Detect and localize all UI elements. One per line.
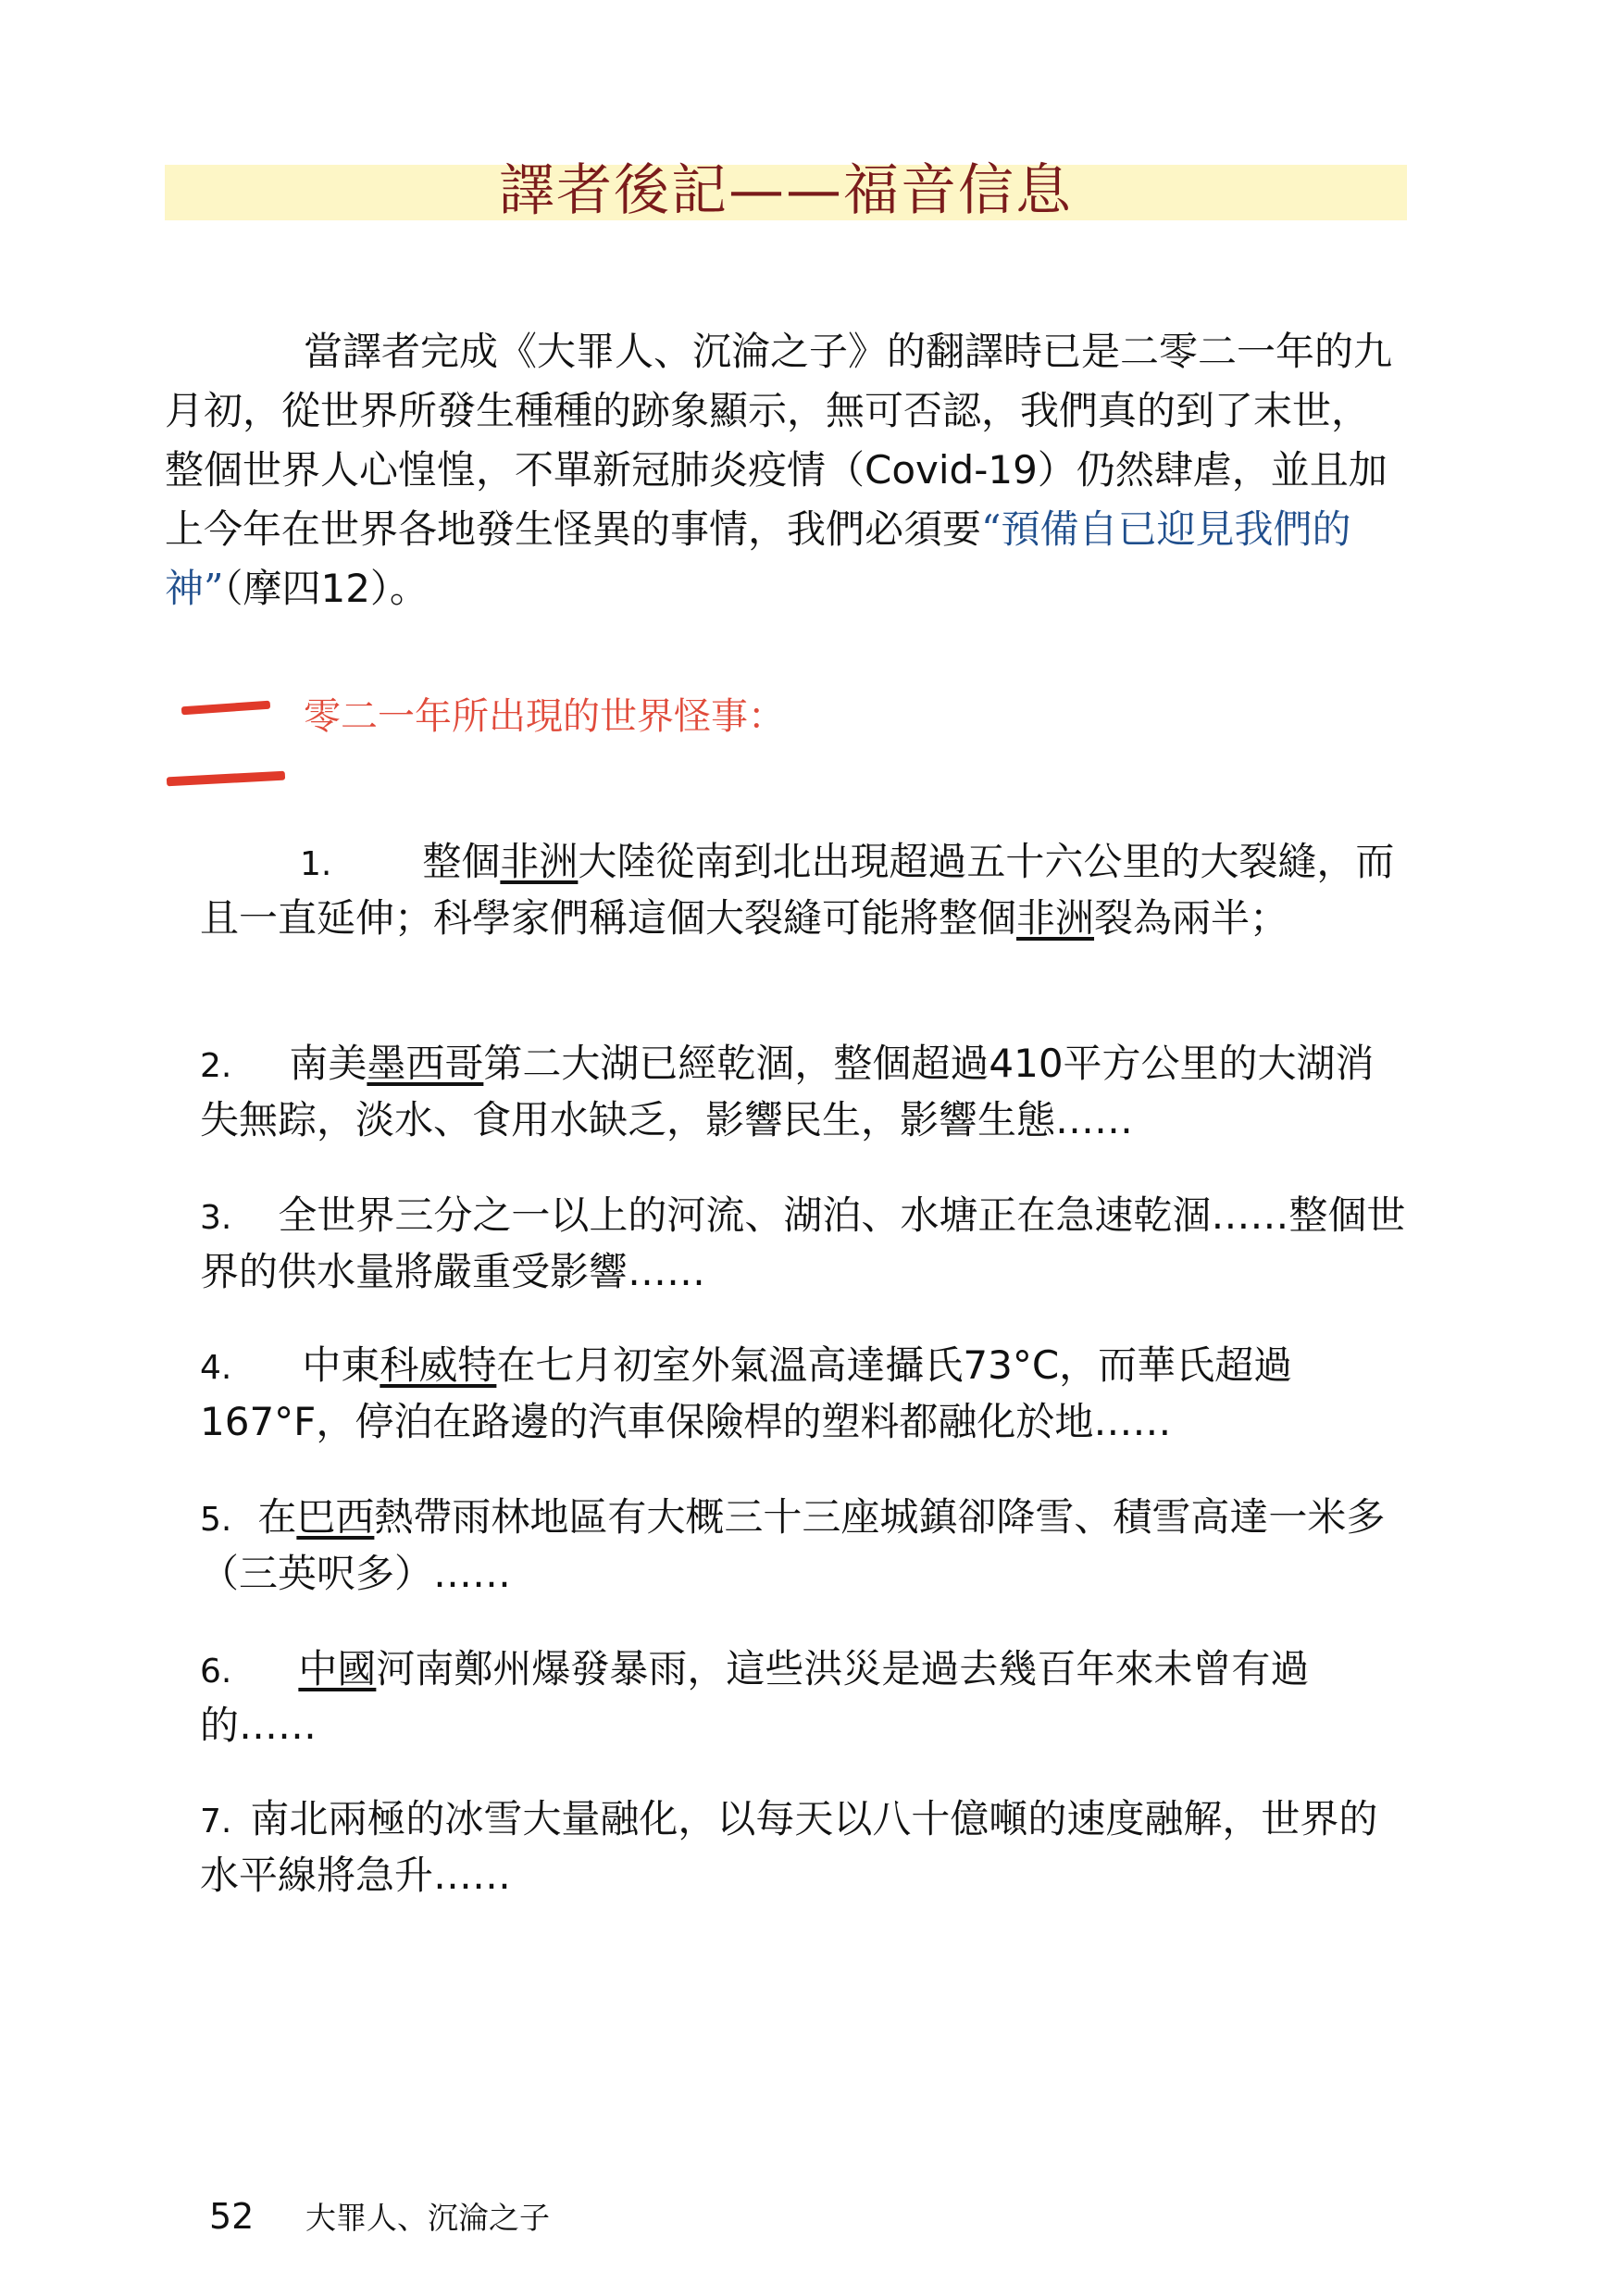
numeral-stroke-top xyxy=(181,701,270,716)
place-name: 科威特 xyxy=(380,1342,497,1388)
event-number: 1. xyxy=(300,845,332,883)
event-item-3 xyxy=(200,1189,1407,1299)
event-number: 6. xyxy=(200,1653,232,1691)
event-text: 第二大湖已經乾涸，整個超過410平方公里的大湖消失無踪，淡水、食用水缺乏，影響民生，影響生態…… xyxy=(200,1041,1375,1142)
section-drop-numeral xyxy=(161,685,291,796)
event-number: 2. xyxy=(200,1047,232,1085)
place-name: 中國 xyxy=(298,1646,377,1691)
event-item-7 xyxy=(200,1792,1407,1903)
event-text: 全世界三分之一以上的河流、湖泊、水塘正在急速乾涸……整個世界的供水量將嚴重受影響…… xyxy=(200,1192,1406,1294)
place-name: 非洲 xyxy=(1016,895,1095,941)
event-number: 7. xyxy=(200,1803,232,1841)
event-item-4 xyxy=(200,1339,1407,1449)
section-heading: 零二一年所出現的世界怪事： xyxy=(304,695,785,738)
place-name: 巴西 xyxy=(296,1494,375,1540)
event-text: 南美 xyxy=(289,1041,367,1086)
event-text: 河南鄭州爆發暴雨，這些洪災是過去幾百年來未曾有過的…… xyxy=(200,1646,1310,1748)
running-footer-title: 大罪人、沉淪之子 xyxy=(305,2200,550,2236)
event-text: 大陸從南到北出現超過五十六公里的大裂縫，而且一直延伸；科學家們稱這個大裂縫可能將整個 xyxy=(200,839,1395,941)
place-name: 非洲 xyxy=(500,839,579,884)
numeral-stroke-bottom xyxy=(167,771,285,787)
event-item-6 xyxy=(200,1642,1407,1753)
event-number: 4. xyxy=(200,1349,232,1387)
event-number: 5. xyxy=(200,1501,232,1539)
event-number: 3. xyxy=(200,1199,232,1237)
page-title: 譯者後記——福音信息 xyxy=(499,158,1073,223)
scripture-quote: “預備自已迎見我們的神” xyxy=(165,506,1351,611)
event-text: 南北兩極的冰雪大量融化，以每天以八十億噸的速度融解，世界的水平線將急升…… xyxy=(200,1796,1378,1898)
event-item-2 xyxy=(200,1037,1407,1147)
event-item-1 xyxy=(200,835,1407,945)
event-text: 在 xyxy=(257,1494,297,1540)
scripture-reference: （摩四12）。 xyxy=(223,566,429,611)
event-text: 中東 xyxy=(302,1342,380,1388)
place-name: 墨西哥 xyxy=(367,1041,484,1086)
event-text: 在七月初室外氣溫高達攝氏73°C，而華氏超過167°F，停泊在路邊的汽車保險桿的塑料都融化於地…… xyxy=(200,1342,1293,1444)
event-item-5 xyxy=(200,1491,1407,1601)
event-text: 裂為兩半； xyxy=(1094,895,1289,941)
event-text: 熱帶雨林地區有大概三十三座城鎮卻降雪、積雪高達一米多（三英呎多）…… xyxy=(200,1494,1386,1596)
intro-text: 當譯者完成《大罪人、沉淪之子》的翻譯時已是二零二一年的九月初，從世界所發生種種的跡象顯示，無可否認，我們真的到了末世，整個世界人心惶惶，不單新冠肺炎疫情（Covid-19）仍然肆虐，並且加上今年在世界各地發生怪異的事情，我們必須要 xyxy=(165,329,1393,552)
event-text: 整個 xyxy=(422,839,501,884)
page-number: 52 xyxy=(209,2196,255,2237)
intro-paragraph xyxy=(165,322,1407,618)
